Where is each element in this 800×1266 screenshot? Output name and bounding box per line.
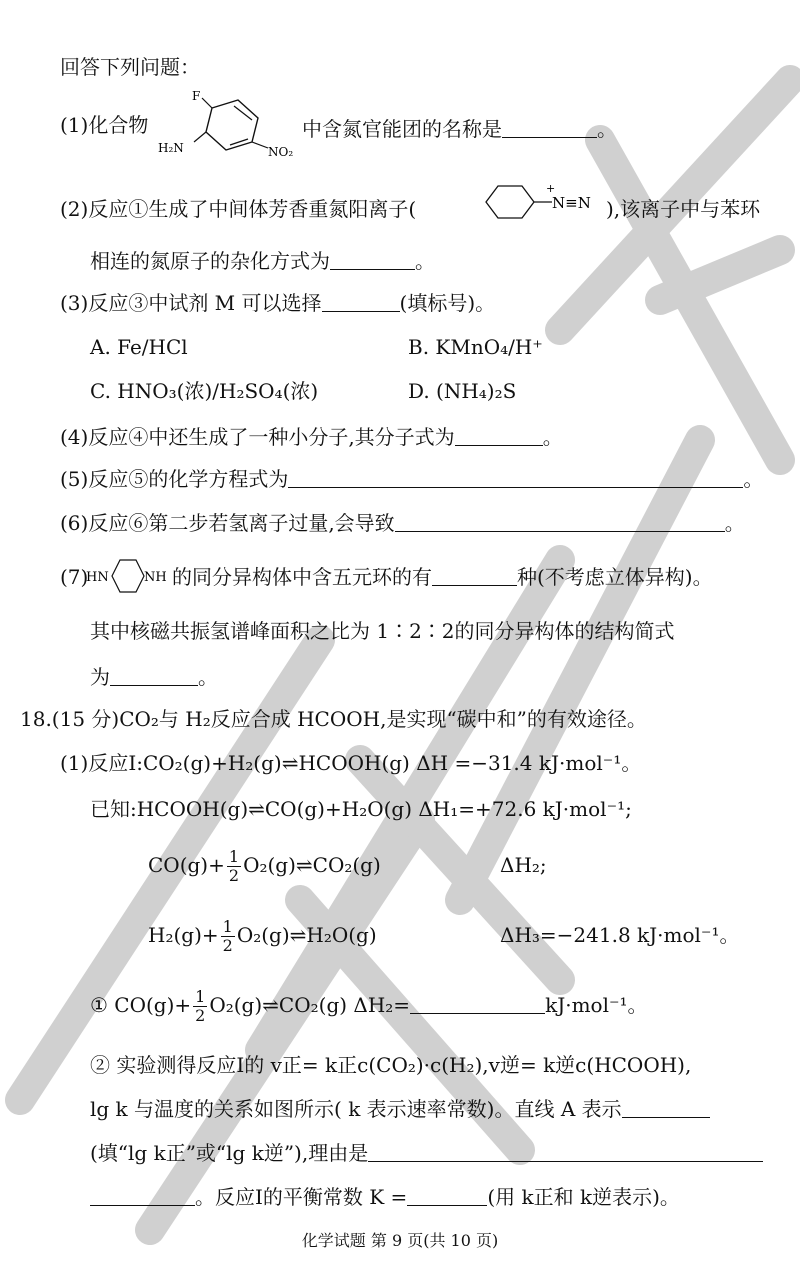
q1-pre: (1)化合物 — [60, 113, 149, 137]
plus-sign: + — [546, 182, 556, 195]
question-18-head: 18.(15 分)CO₂与 H₂反应合成 HCOOH,是实现“碳中和”的有效途径。 — [20, 707, 647, 731]
eq-co-oxidation: CO(g)+ $\frac{1}{2}$ O₂(g)⇌CO₂(g) — [148, 847, 381, 885]
diazonium-structure — [476, 180, 616, 224]
answer-blank-7[interactable] — [432, 565, 517, 586]
question-5: (5)反应⑤的化学方程式为 。 — [60, 467, 764, 491]
answer-blank-3[interactable] — [322, 291, 400, 312]
sub-question-2-line2: lg k 与温度的关系如图所示( k 表示速率常数)。直线 A 表示 — [90, 1096, 710, 1122]
answer-blank-dh2[interactable] — [410, 993, 545, 1014]
question-7: (7) — [60, 565, 89, 589]
svg-text:HN: HN — [86, 570, 109, 585]
nh2-label: H₂N — [158, 141, 184, 155]
option-d: D. (NH₄)₂S — [408, 379, 517, 403]
known-reaction: 已知:HCOOH(g)⇌CO(g)+H₂O(g) ΔH₁=+72.6 kJ·mol⁻¹; — [90, 797, 632, 821]
question-1 — [60, 112, 148, 138]
fraction-half: $\frac{1}{2}$ — [228, 847, 240, 885]
dh2-label: ΔH₂; — [500, 853, 547, 877]
page-footer: 化学试题 第 9 页(共 10 页) — [301, 1231, 499, 1250]
q7-line2: 其中核磁共振氢谱峰面积之比为 1∶2∶2的同分异构体的结构简式 — [90, 619, 675, 643]
sub-question-2-line4: 。反应Ⅰ的平衡常数 K = (用 k正和 k逆表示)。 — [90, 1184, 680, 1210]
sub-question-2-line1: ② 实验测得反应Ⅰ的 v正= k正c(CO₂)·c(H₂),v逆= k逆c(HCOOH), — [90, 1053, 692, 1077]
structure-fluoronitroaniline — [150, 90, 310, 170]
no2-label: NO₂ — [268, 145, 294, 159]
piperazine-structure — [86, 554, 174, 598]
answer-blank-2[interactable] — [330, 249, 415, 270]
dh3-label: ΔH₃=−241.8 kJ·mol⁻¹。 — [500, 923, 740, 947]
answer-blank-k[interactable] — [407, 1185, 487, 1206]
question-6: (6)反应⑥第二步若氢离子过量,会导致 。 — [60, 511, 745, 535]
sub-question-1: ① CO(g)+ $\frac{1}{2}$ O₂(g)⇌CO₂(g) ΔH₂= kJ·mol⁻¹。 — [90, 987, 648, 1025]
intro-text: 回答下列问题： — [60, 55, 200, 79]
answer-blank-1[interactable] — [502, 117, 597, 138]
answer-blank-reason-cont[interactable] — [90, 1185, 195, 1206]
option-a: A. Fe/HCl — [90, 335, 188, 359]
f-label: F — [192, 90, 201, 103]
sub-question-2-line3: (填“lg k正”或“lg k逆”),理由是 — [90, 1140, 763, 1166]
q2-post: ),该离子中与苯环 — [606, 197, 761, 221]
q1-post: 中含氮官能团的名称是 。 — [302, 117, 617, 141]
svg-text:NH: NH — [144, 570, 167, 585]
answer-blank-4[interactable] — [455, 425, 543, 446]
answer-blank-8[interactable] — [110, 665, 198, 686]
reaction-1: (1)反应Ⅰ:CO₂(g)+H₂(g)⇌HCOOH(g) ΔH =−31.4 kJ·mol⁻¹。 — [60, 751, 642, 775]
option-c: C. HNO₃(浓)/H₂SO₄(浓) — [90, 379, 319, 403]
q2-line2: 相连的氮原子的杂化方式为 。 — [90, 249, 435, 273]
question-2: (2)反应①生成了中间体芳香重氮阳离子( — [60, 197, 417, 221]
option-b: B. KMnO₄/H⁺ — [408, 335, 543, 359]
answer-blank-6[interactable] — [395, 511, 725, 532]
diazonium-label: N≡N — [552, 194, 591, 212]
question-4: (4)反应④中还生成了一种小分子,其分子式为 。 — [60, 425, 563, 449]
question-3: (3)反应③中试剂 M 可以选择 (填标号)。 — [60, 291, 496, 315]
q7-line3: 为 。 — [90, 665, 218, 689]
q7-post: 的同分异构体中含五元环的有 种(不考虑立体异构)。 — [172, 565, 713, 589]
answer-blank-line-a[interactable] — [622, 1097, 710, 1118]
eq-h2-oxidation: H₂(g)+ $\frac{1}{2}$ O₂(g)⇌H₂O(g) — [148, 917, 377, 955]
answer-blank-5[interactable] — [288, 467, 743, 488]
answer-blank-reason[interactable] — [368, 1141, 763, 1162]
